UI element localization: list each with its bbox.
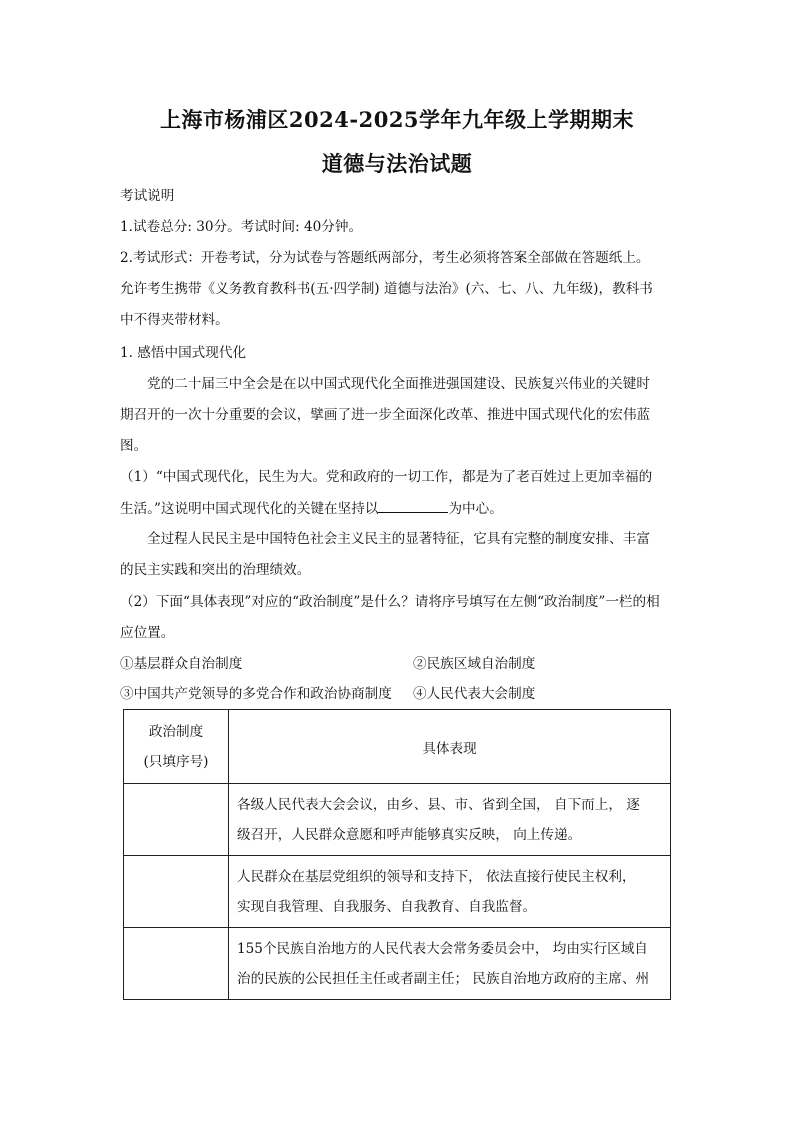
- description-line: 各级人民代表大会会议，由乡、县、市、省到全国， 自下而上， 逐: [237, 796, 640, 813]
- option-2: ②民族区域自治制度: [413, 656, 536, 672]
- header-political-system: [124, 710, 229, 784]
- question1-intro-line3: 图。: [120, 438, 148, 454]
- option-1: ①基层群众自治制度: [120, 656, 243, 672]
- description-line: 155个民族自治地方的人民代表大会常务委员会中， 均由实行区域自: [237, 940, 648, 957]
- answer-blank[interactable]: [378, 498, 448, 513]
- option-4: ④人民代表大会制度: [413, 686, 536, 702]
- table-row: [124, 784, 671, 856]
- answer-cell[interactable]: [124, 928, 229, 1000]
- table-row: [124, 856, 671, 928]
- description-cell: [229, 928, 671, 1000]
- description-cell: [229, 784, 671, 856]
- exam-notes-item2-line1: 2.考试形式：开卷考试，分为试卷与答题纸两部分，考生必须将答案全部做在答题纸上。: [120, 250, 650, 266]
- question1-intro-line1: 党的二十届三中全会是在以中国式现代化全面推进强国建设、民族复兴伟业的关键时: [147, 376, 650, 392]
- exam-notes-heading: 考试说明: [120, 188, 175, 204]
- exam-title-line1: 上海市杨浦区2024-2025学年九年级上学期期末: [159, 107, 635, 132]
- description-line: 人民群众在基层党组织的领导和支持下， 依法直接行使民主权利，: [237, 868, 636, 885]
- question1-sub1-line2: [120, 498, 680, 519]
- sub1-text-after: 为中心。: [448, 501, 503, 517]
- description-cell: [229, 856, 671, 928]
- header-col1-line1: 政治制度: [148, 723, 204, 740]
- exam-title-line2: 道德与法治试题: [321, 151, 473, 176]
- exam-notes-item1: 1.试卷总分: 30分。考试时间: 40分钟。: [120, 219, 363, 235]
- material2-line2: 的民主实践和突出的治理绩效。: [120, 562, 311, 578]
- description-line: 实现自我管理、自我服务、自我教育、自我监督。: [237, 898, 537, 915]
- answer-cell[interactable]: [124, 856, 229, 928]
- exam-notes-item2-line2: 允许考生携带《义务教育教科书(五·四学制) 道德与法治》(六、七、八、九年级)，教科书: [120, 281, 653, 297]
- answer-cell[interactable]: [124, 784, 229, 856]
- question1-sub2-line1: （2）下面“具体表现”对应的“政治制度”是什么？请将序号填写在左侧“政治制度”一栏的相: [120, 594, 660, 610]
- header-specific-performance: 具体表现: [229, 710, 671, 784]
- table-row: [124, 928, 671, 1000]
- material2-line1: 全过程人民民主是中国特色社会主义民主的显著特征，它具有完整的制度安排、丰富: [147, 531, 650, 547]
- exam-notes-item2-line3: 中不得夹带材料。: [120, 312, 229, 328]
- option-3: ③中国共产党领导的多党合作和政治协商制度: [120, 686, 392, 702]
- question1-sub1-line1: （1）“中国式现代化，民生为大。党和政府的一切工作，都是为了老百姓过上更加幸福的: [120, 469, 653, 485]
- political-system-table: [123, 709, 671, 1000]
- description-line: 治的民族的公民担任主任或者副主任； 民族自治地方政府的主席、州: [237, 970, 650, 987]
- sub1-text-before: 生活。”这说明中国式现代化的关键在坚持以: [120, 501, 379, 517]
- header-col1-line2: (只填序号): [143, 753, 209, 770]
- question1-intro-line2: 期召开的一次十分重要的会议，擘画了进一步全面深化改革、推进中国式现代化的宏伟蓝: [120, 407, 651, 423]
- question1-heading: 1. 感悟中国式现代化: [120, 345, 247, 361]
- question1-sub2-line2: 应位置。: [120, 625, 175, 641]
- table-header-row: [124, 710, 671, 784]
- description-line: 级召开，人民群众意愿和呼声能够真实反映， 向上传递。: [237, 826, 582, 843]
